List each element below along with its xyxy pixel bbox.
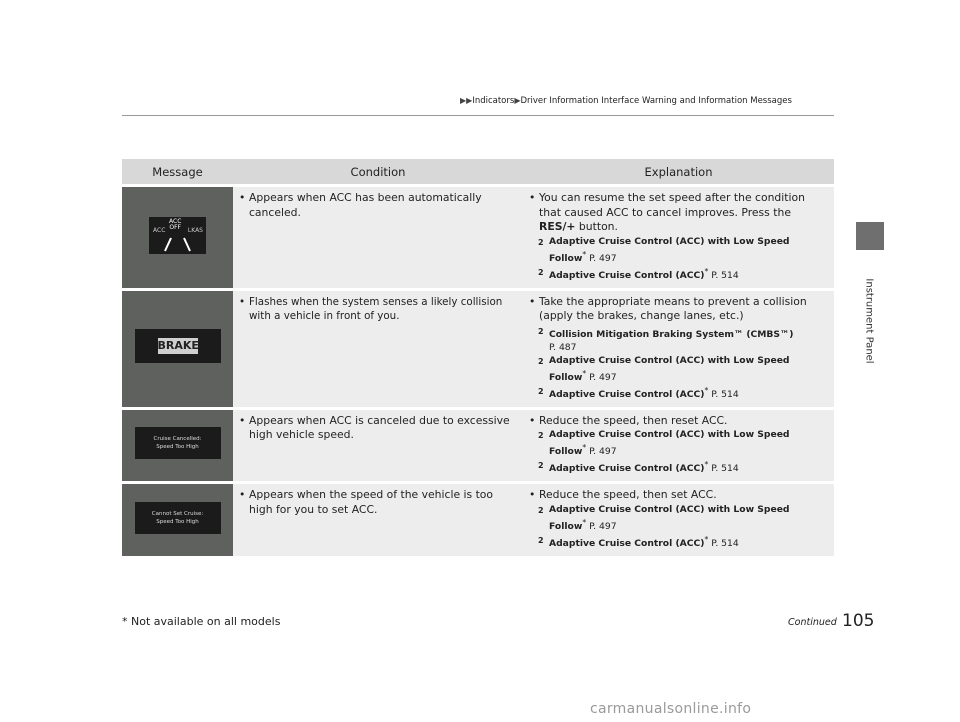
reference-link[interactable]: 2 Adaptive Cruise Control (ACC) with Low Speed Follow* P. 497 <box>538 354 790 383</box>
explanation-cell <box>523 410 834 482</box>
table-header-row <box>122 159 834 184</box>
header-rule <box>122 115 834 116</box>
reference-icon: 2 <box>538 386 544 396</box>
page-number: 105 <box>842 611 875 631</box>
acc-off-display <box>149 217 206 254</box>
table-row <box>122 291 834 407</box>
breadcrumb <box>460 96 792 106</box>
reference-link[interactable]: 2 Adaptive Cruise Control (ACC) with Low Speed Follow* P. 497 <box>538 235 790 264</box>
explanation-text: • Reduce the speed, then reset ACC. <box>529 414 828 429</box>
table-row <box>122 410 834 482</box>
breadcrumb-warning-messages[interactable]: Driver Information Interface Warning and Information Messages <box>520 96 792 106</box>
explanation-text: • You can resume the set speed after the condition that caused ACC to cancel improves. Press the RES/+ button. <box>529 191 828 235</box>
brake-label: BRAKE <box>157 339 199 353</box>
message-image <box>122 484 233 556</box>
continued-label: Continued <box>788 617 837 628</box>
display-line-2: Speed Too High <box>156 519 199 525</box>
reference-link[interactable]: 2 Adaptive Cruise Control (ACC)* P. 514 <box>538 460 739 475</box>
display-line-1: Cannot Set Cruise: <box>151 511 204 517</box>
section-tab <box>856 222 884 250</box>
cruise-cancelled-display <box>135 427 221 459</box>
explanation-text: • Reduce the speed, then set ACC. <box>529 488 828 503</box>
condition-text: • Appears when the speed of the vehicle is too high for you to set ACC. <box>239 488 517 517</box>
header-condition: Condition <box>233 159 523 184</box>
condition-cell <box>233 187 523 288</box>
reference-icon: 2 <box>538 237 544 247</box>
condition-cell <box>233 291 523 407</box>
reference-link[interactable]: 2 Adaptive Cruise Control (ACC)* P. 514 <box>538 266 739 281</box>
explanation-cell <box>523 187 834 288</box>
brake-display <box>135 329 221 363</box>
explanation-text: • Take the appropriate means to prevent a collision (apply the brakes, change lanes, etc.) <box>529 295 828 324</box>
reference-icon: 2 <box>538 326 544 336</box>
res-button-label: RES/+ <box>539 220 576 233</box>
cannot-set-cruise-display <box>135 502 221 534</box>
double-arrow-icon: ▶▶ <box>460 96 473 105</box>
reference-icon: 2 <box>538 536 544 545</box>
reference-link[interactable]: 2 Adaptive Cruise Control (ACC) with Low Speed Follow* P. 497 <box>538 429 790 458</box>
explanation-cell <box>523 484 834 556</box>
reference-link[interactable]: 2 Collision Mitigation Braking System™ (CMBS™) P. 487 <box>538 326 794 353</box>
display-line-1: Cruise Cancelled: <box>153 436 202 443</box>
message-image <box>122 410 233 482</box>
table-row <box>122 187 834 288</box>
reference-link[interactable]: 2 Adaptive Cruise Control (ACC)* P. 514 <box>538 385 739 400</box>
section-label: Instrument Panel <box>863 278 875 364</box>
breadcrumb-indicators[interactable]: Indicators <box>472 96 515 106</box>
header-message: Message <box>122 159 233 184</box>
condition-text: • Flashes when the system senses a likely collision with a vehicle in front of you. <box>239 295 517 324</box>
reference-icon: 2 <box>538 267 544 277</box>
message-image <box>122 291 233 407</box>
condition-cell <box>233 484 523 556</box>
lkas-label: LKAS <box>187 226 203 234</box>
arrow-icon: ▶ <box>514 96 521 105</box>
explanation-cell <box>523 291 834 407</box>
footnote: * Not available on all models <box>122 615 281 628</box>
display-line-2: Speed Too High <box>156 444 199 451</box>
reference-link[interactable]: 2 Adaptive Cruise Control (ACC) with Low Speed Follow* P. 497 <box>538 503 790 532</box>
reference-icon: 2 <box>538 431 544 441</box>
table-row <box>122 484 834 556</box>
header-explanation: Explanation <box>523 159 834 184</box>
message-table <box>122 156 834 559</box>
condition-text: • Appears when ACC has been automatically canceled. <box>239 191 517 220</box>
reference-icon: 2 <box>538 505 544 515</box>
watermark: carmanualsonline.info <box>590 701 752 717</box>
lane-lines-icon <box>149 217 206 254</box>
acc-off-label: ACC OFF <box>169 217 182 231</box>
message-image <box>122 187 233 288</box>
reference-icon: 2 <box>538 356 544 366</box>
reference-icon: 2 <box>538 461 544 471</box>
acc-label: ACC <box>153 226 166 234</box>
condition-cell <box>233 410 523 482</box>
reference-link[interactable]: 2 Adaptive Cruise Control (ACC)* P. 514 <box>538 535 739 550</box>
condition-text: • Appears when ACC is canceled due to excessive high vehicle speed. <box>239 414 517 443</box>
